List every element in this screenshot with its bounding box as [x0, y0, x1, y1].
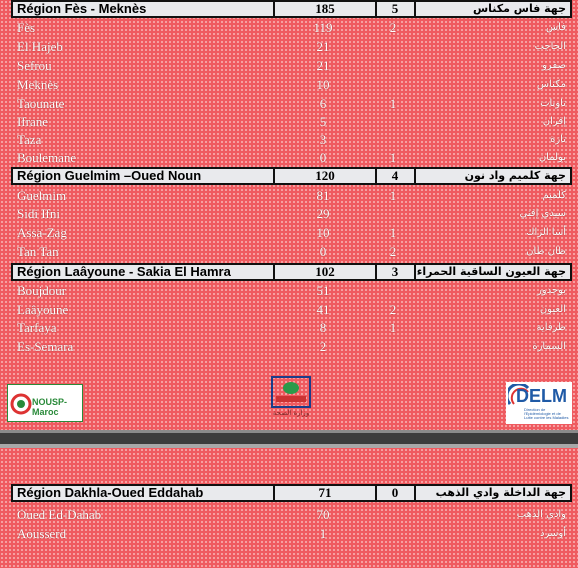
ministry-logo-text: وزارة الصحة	[272, 409, 310, 417]
table-row	[11, 225, 572, 241]
province-count-1: 0	[319, 150, 327, 165]
region-count-1: 102	[273, 265, 377, 279]
province-name-arabic: صفرو	[542, 60, 566, 71]
province-count-1: 70	[316, 507, 330, 522]
province-count-1: 81	[316, 188, 330, 203]
province-name: El Hajeb	[17, 39, 63, 54]
province-count-2	[373, 114, 413, 130]
province-count-2	[373, 39, 413, 55]
table-row	[11, 206, 572, 222]
delm-logo-subtitle: Direction de l'Epidémiologie et de Lutte contre les Maladies	[524, 408, 569, 420]
province-count-1: 21	[316, 39, 330, 54]
region-name: Région Dakhla-Oued Eddahab	[17, 485, 204, 500]
province-name-arabic: العيون	[539, 304, 566, 315]
province-count-1: 51	[316, 283, 330, 298]
province-count-2: 1	[389, 225, 397, 240]
province-name-arabic: تازة	[550, 134, 566, 145]
region-name-arabic: جهة كلميم واد نون	[414, 169, 566, 183]
province-name-arabic: وادي الذهب	[516, 509, 566, 520]
province-count-2: 2	[389, 302, 397, 317]
table-row	[11, 283, 572, 299]
region-count-2: 0	[391, 485, 399, 500]
ministry-logo	[270, 376, 312, 424]
region-name-arabic: جهة فاس مكناس	[414, 2, 566, 16]
province-count-2	[373, 58, 413, 74]
province-count-2: 1	[389, 96, 397, 111]
delm-logo-text: DELM	[516, 386, 567, 406]
province-count-2: 2	[389, 244, 397, 259]
province-name-arabic: بولمان	[538, 152, 566, 163]
province-count-2	[373, 526, 413, 542]
province-name: Tan Tan	[17, 244, 59, 259]
table-row	[11, 507, 572, 523]
province-name: Ifrane	[17, 114, 49, 129]
province-count-2: 1	[389, 188, 397, 203]
ministry-emblem-icon	[270, 376, 312, 410]
province-name-arabic: فاس	[545, 22, 566, 33]
table-row	[11, 20, 572, 36]
province-count-1: 2	[319, 339, 327, 354]
table-row	[11, 339, 572, 355]
province-name-arabic: السمارة	[532, 341, 566, 352]
table-row	[11, 39, 572, 55]
table-row	[11, 320, 572, 336]
nousp-logo	[7, 384, 83, 422]
province-count-1: 5	[319, 114, 327, 129]
table-row	[11, 244, 572, 260]
province-count-2	[373, 132, 413, 148]
province-name: Taounate	[17, 96, 65, 111]
province-count-1: 21	[316, 58, 330, 73]
delm-logo	[506, 382, 572, 424]
page-divider-dark	[0, 433, 578, 444]
province-name: Boulemane	[17, 150, 77, 165]
province-count-2: 2	[389, 20, 397, 35]
province-name: Fès	[17, 20, 36, 35]
region-name: Région Guelmim –Oued Noun	[17, 168, 202, 183]
province-count-1: 3	[319, 132, 327, 147]
province-count-2	[373, 77, 413, 93]
region-name: Région Fès - Meknès	[17, 1, 147, 16]
region-count-2: 4	[391, 168, 399, 183]
province-name: Guelmim	[17, 188, 67, 203]
region-count-2: 5	[391, 1, 399, 16]
province-name: Boujdour	[17, 283, 67, 298]
region-header-fes-meknes	[11, 0, 572, 18]
province-name: Es-Semara	[17, 339, 74, 354]
table-row	[11, 58, 572, 74]
region-header-guelmim	[11, 167, 572, 185]
province-name: Sidi Ifni	[17, 206, 60, 221]
table-row	[11, 150, 572, 166]
table-row	[11, 302, 572, 318]
page-divider-shadow	[0, 444, 578, 448]
province-name: Tarfaya	[17, 320, 57, 335]
province-count-1: 10	[316, 77, 330, 92]
province-name-arabic: الحاجب	[534, 41, 566, 52]
province-count-1: 41	[316, 302, 330, 317]
province-count-1: 8	[319, 320, 327, 335]
province-count-1: 1	[319, 526, 327, 541]
region-count-1: 185	[273, 2, 377, 16]
province-name: Laâyoune	[17, 302, 69, 317]
province-count-2	[373, 507, 413, 523]
region-count-1: 120	[273, 169, 377, 183]
nousp-logo-text: NOUSP-Maroc	[32, 397, 68, 417]
province-name: Sefrou	[17, 58, 52, 73]
province-count-1: 119	[313, 20, 333, 35]
region-name-arabic: جهة الداخلة وادي الذهب	[414, 486, 566, 500]
province-name: Taza	[17, 132, 42, 147]
region-header-laayoune	[11, 263, 572, 281]
nousp-emblem-icon	[10, 393, 32, 415]
province-name: Meknès	[17, 77, 59, 92]
province-name-arabic: سيدي إفني	[519, 208, 566, 219]
province-name-arabic: إفران	[542, 116, 566, 127]
province-name-arabic: أسا الزاك	[526, 227, 566, 238]
region-name-arabic: جهة العيون الساقية الحمراء	[414, 265, 566, 279]
table-row	[11, 96, 572, 112]
province-name-arabic: بوجدور	[536, 285, 566, 296]
table-row	[11, 132, 572, 148]
province-name-arabic: كلميم	[542, 190, 566, 201]
province-name-arabic: أوسرد	[540, 528, 566, 539]
province-count-2	[373, 339, 413, 355]
province-count-2	[373, 283, 413, 299]
province-count-1: 6	[319, 96, 327, 111]
region-name: Région Laâyoune - Sakia El Hamra	[17, 264, 231, 279]
province-name-arabic: تاونات	[540, 98, 566, 109]
province-name: Assa-Zag	[17, 225, 67, 240]
province-count-2	[373, 206, 413, 222]
province-count-1: 29	[316, 206, 330, 221]
province-name: Oued Ed-Dahab	[17, 507, 102, 522]
region-header-dakhla	[11, 484, 572, 502]
province-count-2: 1	[389, 320, 397, 335]
table-row	[11, 526, 572, 542]
table-row	[11, 188, 572, 204]
region-count-2: 3	[391, 264, 399, 279]
province-name-arabic: مكناس	[536, 79, 566, 90]
province-name-arabic: طرفاية	[536, 322, 566, 333]
province-name-arabic: طان طان	[526, 246, 566, 257]
province-count-1: 0	[319, 244, 327, 259]
table-row	[11, 77, 572, 93]
province-name: Aousserd	[17, 526, 67, 541]
province-count-2: 1	[389, 150, 397, 165]
table-row	[11, 114, 572, 130]
province-count-1: 10	[316, 225, 330, 240]
region-count-1: 71	[273, 486, 377, 500]
